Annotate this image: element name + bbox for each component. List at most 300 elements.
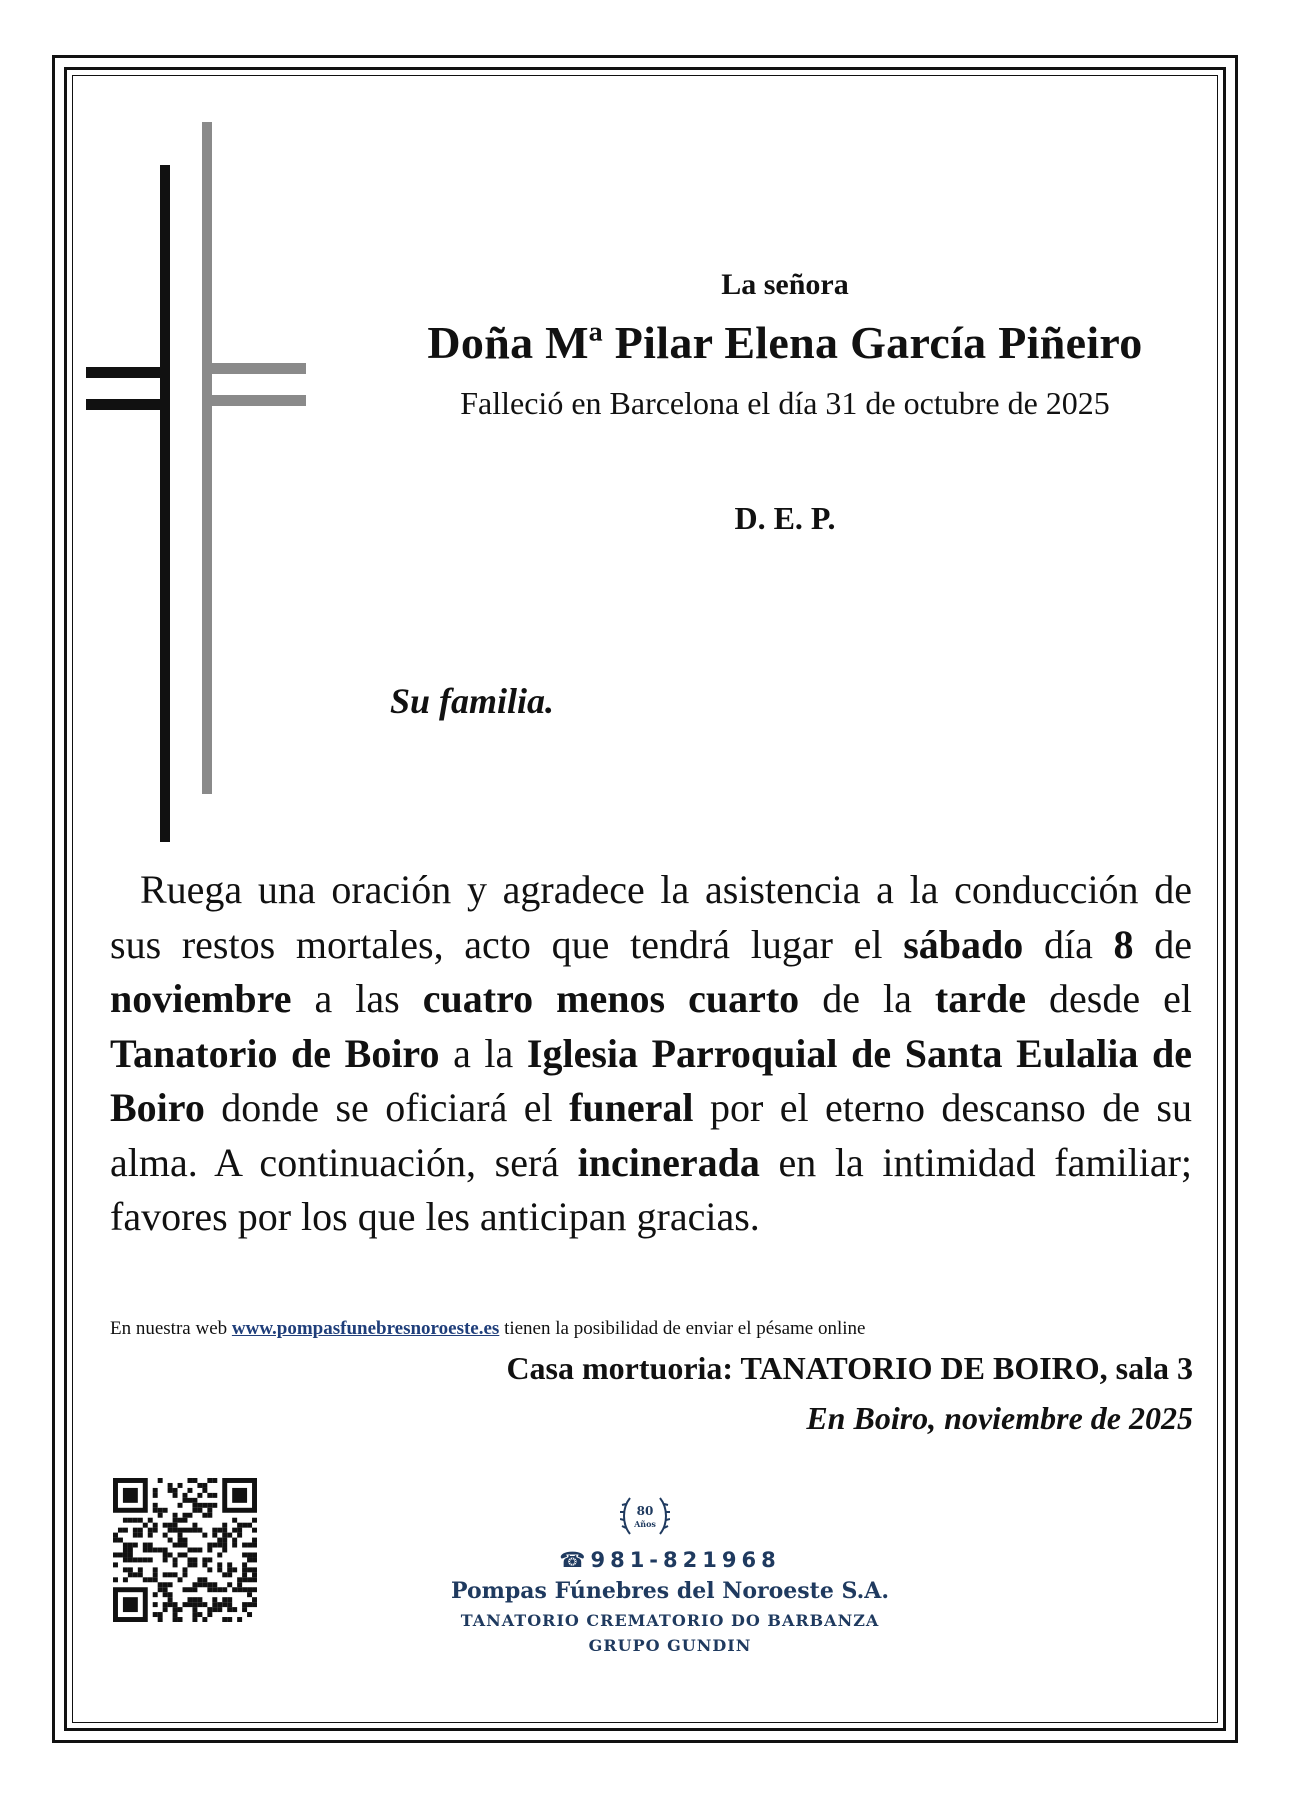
web-notice <box>110 1318 865 1340</box>
body-segment: en la intimidad familiar; favores por los que les anticipan gracias. <box>110 1139 1192 1239</box>
qr-module <box>123 1528 128 1533</box>
qr-module <box>158 1508 163 1513</box>
qr-module <box>232 1538 237 1543</box>
qr-module <box>197 1483 202 1488</box>
qr-module <box>138 1533 143 1538</box>
qr-module <box>153 1523 158 1528</box>
qr-module <box>178 1538 183 1543</box>
qr-module <box>183 1538 188 1543</box>
qr-module <box>178 1483 183 1488</box>
qr-module <box>113 1552 118 1557</box>
qr-module <box>173 1493 178 1498</box>
qr-module <box>192 1612 197 1617</box>
qr-module <box>153 1488 158 1493</box>
qr-module <box>252 1567 257 1572</box>
qr-module <box>138 1528 143 1533</box>
body-segment: Ruega una oración y agradece la asistencia a la conducción de sus restos mortales, acto que tendrá lugar el <box>110 867 1192 967</box>
qr-module <box>222 1572 227 1577</box>
emphasis-text: cuatro menos cuarto <box>422 976 800 1021</box>
qr-module <box>207 1543 212 1548</box>
qr-module <box>197 1577 202 1582</box>
qr-module <box>123 1577 128 1582</box>
qr-module <box>128 1518 133 1523</box>
qr-module <box>227 1617 232 1622</box>
emphasis-text: 8 <box>1113 921 1134 967</box>
qr-module <box>217 1587 222 1592</box>
qr-module <box>173 1612 178 1617</box>
qr-module <box>128 1572 133 1577</box>
qr-module <box>212 1543 217 1548</box>
qr-module <box>247 1587 252 1592</box>
main-announcement <box>110 863 1192 1245</box>
phone-value: 981-821968 <box>590 1548 781 1572</box>
qr-module <box>247 1552 252 1557</box>
logo-word: Años <box>634 1519 656 1529</box>
qr-module <box>217 1538 222 1543</box>
qr-module <box>113 1562 118 1567</box>
cross-gray-bar-top <box>202 363 306 374</box>
qr-module <box>212 1533 217 1538</box>
emphasis-text: noviembre <box>110 976 292 1021</box>
qr-module <box>153 1602 158 1607</box>
qr-module <box>227 1533 232 1538</box>
qr-module <box>138 1518 143 1523</box>
logo-number: 80 <box>636 1504 654 1518</box>
qr-module <box>247 1557 252 1562</box>
qr-module <box>237 1617 242 1622</box>
qr-module <box>237 1523 242 1528</box>
qr-module <box>148 1543 153 1548</box>
qr-module <box>187 1587 192 1592</box>
company-subtitle: TANATORIO CREMATORIO DO BARBANZA <box>460 1611 880 1630</box>
qr-module <box>163 1592 168 1597</box>
qr-module <box>128 1548 133 1553</box>
qr-module <box>143 1577 148 1582</box>
qr-module <box>153 1528 158 1533</box>
qr-module <box>118 1538 123 1543</box>
qr-module <box>133 1557 138 1562</box>
qr-module <box>187 1528 192 1533</box>
body-segment: de <box>1133 921 1192 967</box>
emphasis-text: tarde <box>934 976 1026 1021</box>
qr-module <box>192 1602 197 1607</box>
qr-module <box>148 1548 153 1553</box>
qr-module <box>153 1567 158 1572</box>
qr-module <box>148 1533 153 1538</box>
qr-module <box>252 1602 257 1607</box>
qr-module <box>128 1552 133 1557</box>
emphasis-text: Tanatorio de Boiro <box>110 1030 440 1076</box>
qr-module <box>212 1607 217 1612</box>
qr-module <box>232 1607 237 1612</box>
qr-module <box>163 1533 168 1538</box>
family-signature: Su familia. <box>390 681 555 721</box>
qr-module <box>212 1493 217 1498</box>
qr-module <box>212 1528 217 1533</box>
qr-module <box>187 1513 192 1518</box>
qr-module <box>242 1562 247 1567</box>
qr-module <box>133 1533 138 1538</box>
body-segment: por el eterno descanso de su alma. A continuación, será <box>110 1085 1192 1185</box>
qr-module <box>222 1533 227 1538</box>
qr-module <box>138 1557 143 1562</box>
qr-module <box>168 1488 173 1493</box>
qr-module <box>217 1528 222 1533</box>
qr-module <box>212 1587 217 1592</box>
qr-module <box>163 1607 168 1612</box>
qr-module <box>163 1552 168 1557</box>
qr-module <box>252 1577 257 1582</box>
qr-module <box>232 1567 237 1572</box>
qr-module <box>173 1607 178 1612</box>
qr-module <box>118 1528 123 1533</box>
company-name: Pompas Fúnebres del Noroeste S.A. <box>451 1578 889 1604</box>
qr-module <box>168 1602 173 1607</box>
qr-module <box>163 1523 168 1528</box>
qr-module <box>178 1533 183 1538</box>
qr-module <box>173 1513 178 1518</box>
qr-module <box>123 1567 128 1572</box>
qr-module <box>227 1597 232 1602</box>
qr-module <box>178 1607 183 1612</box>
qr-module <box>163 1582 168 1587</box>
qr-module <box>187 1548 192 1553</box>
qr-module <box>197 1508 202 1513</box>
qr-module <box>252 1528 257 1533</box>
qr-module <box>207 1503 212 1508</box>
qr-module <box>123 1552 128 1557</box>
qr-module <box>148 1577 153 1582</box>
qr-module <box>247 1523 252 1528</box>
qr-module <box>118 1552 123 1557</box>
qr-module <box>133 1543 138 1548</box>
qr-module <box>197 1493 202 1498</box>
qr-module <box>148 1528 153 1533</box>
cross-black-vertical <box>160 165 170 842</box>
qr-module <box>192 1582 197 1587</box>
body-segment: a la <box>439 1030 527 1076</box>
qr-module <box>123 1518 128 1523</box>
qr-module <box>227 1602 232 1607</box>
qr-module <box>202 1582 207 1587</box>
qr-module <box>143 1523 148 1528</box>
body-segment: donde se oficiará el <box>204 1085 570 1130</box>
qr-module <box>183 1518 188 1523</box>
qr-module <box>212 1602 217 1607</box>
qr-module <box>163 1508 168 1513</box>
web-suffix: tienen la posibilidad de enviar el pésame online <box>499 1318 866 1339</box>
qr-module <box>187 1602 192 1607</box>
qr-module <box>183 1493 188 1498</box>
qr-module <box>158 1513 163 1518</box>
qr-module <box>173 1543 178 1548</box>
qr-module <box>128 1567 133 1572</box>
qr-module <box>143 1557 148 1562</box>
qr-module <box>158 1612 163 1617</box>
qr-module <box>197 1582 202 1587</box>
qr-module <box>207 1508 212 1513</box>
qr-module <box>242 1552 247 1557</box>
qr-module <box>252 1518 257 1523</box>
cross-icon <box>86 122 306 842</box>
qr-module <box>197 1602 202 1607</box>
qr-module <box>207 1587 212 1592</box>
qr-module <box>192 1508 197 1513</box>
qr-module <box>197 1597 202 1602</box>
qr-module <box>183 1567 188 1572</box>
qr-module <box>153 1572 158 1577</box>
qr-module <box>178 1543 183 1548</box>
qr-module <box>173 1488 178 1493</box>
qr-module <box>173 1528 178 1533</box>
emphasis-text: incinerada <box>577 1139 760 1185</box>
qr-module <box>242 1523 247 1528</box>
qr-module <box>163 1548 168 1553</box>
qr-module <box>187 1488 192 1493</box>
qr-finder-center <box>123 1597 138 1612</box>
qr-module <box>168 1483 173 1488</box>
qr-module <box>153 1592 158 1597</box>
qr-module <box>197 1612 202 1617</box>
qr-module <box>113 1538 118 1543</box>
qr-module <box>222 1548 227 1553</box>
qr-module <box>242 1572 247 1577</box>
qr-module <box>133 1572 138 1577</box>
qr-module <box>217 1543 222 1548</box>
qr-module <box>212 1597 217 1602</box>
qr-module <box>207 1478 212 1483</box>
qr-module <box>197 1503 202 1508</box>
body-segment: a las <box>291 976 423 1021</box>
qr-module <box>222 1587 227 1592</box>
qr-module <box>168 1597 173 1602</box>
qr-module <box>163 1572 168 1577</box>
qr-module <box>192 1557 197 1562</box>
qr-module <box>202 1617 207 1622</box>
qr-module <box>183 1513 188 1518</box>
qr-module <box>237 1528 242 1533</box>
qr-module <box>202 1513 207 1518</box>
qr-module <box>222 1523 227 1528</box>
qr-module <box>222 1602 227 1607</box>
qr-module <box>173 1617 178 1622</box>
qr-module <box>173 1602 178 1607</box>
qr-module <box>242 1567 247 1572</box>
qr-module <box>178 1552 183 1557</box>
qr-module <box>202 1577 207 1582</box>
qr-module <box>183 1587 188 1592</box>
qr-module <box>212 1503 217 1508</box>
qr-module <box>192 1617 197 1622</box>
qr-module <box>153 1508 158 1513</box>
qr-module <box>187 1557 192 1562</box>
qr-module <box>158 1478 163 1483</box>
qr-module <box>242 1602 247 1607</box>
qr-module <box>128 1543 133 1548</box>
cross-black-bar-top <box>86 367 170 378</box>
qr-module <box>173 1562 178 1567</box>
qr-module <box>192 1562 197 1567</box>
qr-module <box>192 1548 197 1553</box>
qr-module <box>173 1572 178 1577</box>
qr-module <box>222 1597 227 1602</box>
qr-module <box>217 1552 222 1557</box>
body-segment: día <box>1023 921 1114 967</box>
qr-module <box>227 1562 232 1567</box>
qr-module <box>252 1597 257 1602</box>
qr-module <box>133 1518 138 1523</box>
qr-module <box>158 1582 163 1587</box>
body-segment: desde el <box>1025 976 1193 1021</box>
qr-module <box>207 1582 212 1587</box>
intro-text: La señora <box>721 268 849 301</box>
emphasis-text: Iglesia Parroquial de Santa Eulalia de Boiro <box>110 1030 1193 1130</box>
qr-module <box>192 1587 197 1592</box>
qr-module <box>163 1587 168 1592</box>
qr-module <box>187 1478 192 1483</box>
deceased-name: Doña Mª Pilar Elena García Piñeiro <box>427 317 1143 368</box>
qr-module <box>168 1528 173 1533</box>
qr-module <box>252 1587 257 1592</box>
company-group: GRUPO GUNDIN <box>588 1636 752 1655</box>
cross-gray-vertical <box>202 122 212 794</box>
qr-module <box>252 1538 257 1543</box>
qr-module <box>178 1617 183 1622</box>
qr-module <box>227 1582 232 1587</box>
qr-module <box>143 1548 148 1553</box>
qr-module <box>123 1548 128 1553</box>
qr-module <box>128 1557 133 1562</box>
qr-module <box>247 1602 252 1607</box>
qr-module <box>247 1592 252 1597</box>
funeral-home: Casa mortuoria: TANATORIO DE BOIRO, sala 3 <box>506 1350 1193 1386</box>
qr-code-icon[interactable] <box>113 1478 257 1622</box>
qr-module <box>247 1543 252 1548</box>
qr-module <box>183 1498 188 1503</box>
qr-module <box>183 1602 188 1607</box>
qr-module <box>183 1572 188 1577</box>
cross-black-bar-bottom <box>86 399 170 410</box>
qr-module <box>192 1597 197 1602</box>
qr-module <box>192 1607 197 1612</box>
qr-module <box>168 1523 173 1528</box>
qr-module <box>192 1523 197 1528</box>
qr-module <box>217 1607 222 1612</box>
qr-module <box>168 1538 173 1543</box>
qr-module <box>202 1602 207 1607</box>
qr-module <box>242 1607 247 1612</box>
qr-module <box>227 1607 232 1612</box>
qr-module <box>212 1478 217 1483</box>
qr-module <box>153 1612 158 1617</box>
qr-module <box>138 1572 143 1577</box>
qr-module <box>158 1617 163 1622</box>
qr-module <box>183 1552 188 1557</box>
qr-module <box>207 1567 212 1572</box>
anniversary-logo <box>620 1488 670 1544</box>
dep-text: D. E. P. <box>734 500 836 536</box>
phone-icon: ☎ <box>559 1548 591 1572</box>
qr-module <box>148 1518 153 1523</box>
qr-module <box>252 1552 257 1557</box>
qr-module <box>232 1587 237 1592</box>
qr-module <box>163 1557 168 1562</box>
qr-module <box>202 1557 207 1562</box>
death-notice: Falleció en Barcelona el día 31 de octubre de 2025 <box>460 385 1110 421</box>
qr-finder-center <box>232 1488 247 1503</box>
qr-module <box>252 1572 257 1577</box>
body-segment: de la <box>799 976 935 1021</box>
qr-module <box>222 1617 227 1622</box>
qr-module <box>168 1572 173 1577</box>
qr-module <box>123 1557 128 1562</box>
qr-module <box>237 1587 242 1592</box>
qr-module <box>163 1602 168 1607</box>
place-date: En Boiro, noviembre de 2025 <box>806 1400 1193 1436</box>
qr-module <box>148 1557 153 1562</box>
qr-module <box>207 1557 212 1562</box>
qr-module <box>252 1557 257 1562</box>
qr-module <box>158 1587 163 1592</box>
qr-module <box>123 1543 128 1548</box>
qr-module <box>202 1533 207 1538</box>
qr-module <box>168 1592 173 1597</box>
qr-module <box>207 1612 212 1617</box>
qr-module <box>217 1602 222 1607</box>
qr-module <box>222 1538 227 1543</box>
qr-module <box>202 1488 207 1493</box>
qr-module <box>192 1503 197 1508</box>
qr-module <box>222 1528 227 1533</box>
qr-module <box>232 1518 237 1523</box>
qr-module <box>178 1503 183 1508</box>
qr-module <box>217 1567 222 1572</box>
qr-module <box>192 1528 197 1533</box>
qr-module <box>113 1533 118 1538</box>
emphasis-text: sábado <box>903 921 1024 967</box>
qr-module <box>202 1483 207 1488</box>
qr-module <box>153 1548 158 1553</box>
qr-module <box>138 1567 143 1572</box>
qr-module <box>192 1498 197 1503</box>
qr-module <box>187 1562 192 1567</box>
qr-module <box>187 1498 192 1503</box>
qr-module <box>153 1493 158 1498</box>
qr-module <box>247 1577 252 1582</box>
qr-module <box>183 1543 188 1548</box>
qr-module <box>113 1577 118 1582</box>
cross-gray-bar-bottom <box>202 395 306 406</box>
qr-module <box>247 1567 252 1572</box>
qr-module <box>168 1582 173 1587</box>
qr-module <box>133 1528 138 1533</box>
qr-module <box>227 1567 232 1572</box>
qr-module <box>237 1577 242 1582</box>
qr-module <box>242 1577 247 1582</box>
qr-module <box>207 1513 212 1518</box>
qr-module <box>242 1543 247 1548</box>
qr-module <box>178 1518 183 1523</box>
qr-module <box>153 1503 158 1508</box>
website-link[interactable]: www.pompasfunebresnoroeste.es <box>231 1318 500 1339</box>
phone-number[interactable] <box>400 1548 940 1572</box>
qr-module <box>242 1587 247 1592</box>
qr-module <box>192 1478 197 1483</box>
qr-module <box>173 1518 178 1523</box>
qr-module <box>212 1582 217 1587</box>
emphasis-text: funeral <box>569 1085 694 1130</box>
qr-module <box>168 1552 173 1557</box>
